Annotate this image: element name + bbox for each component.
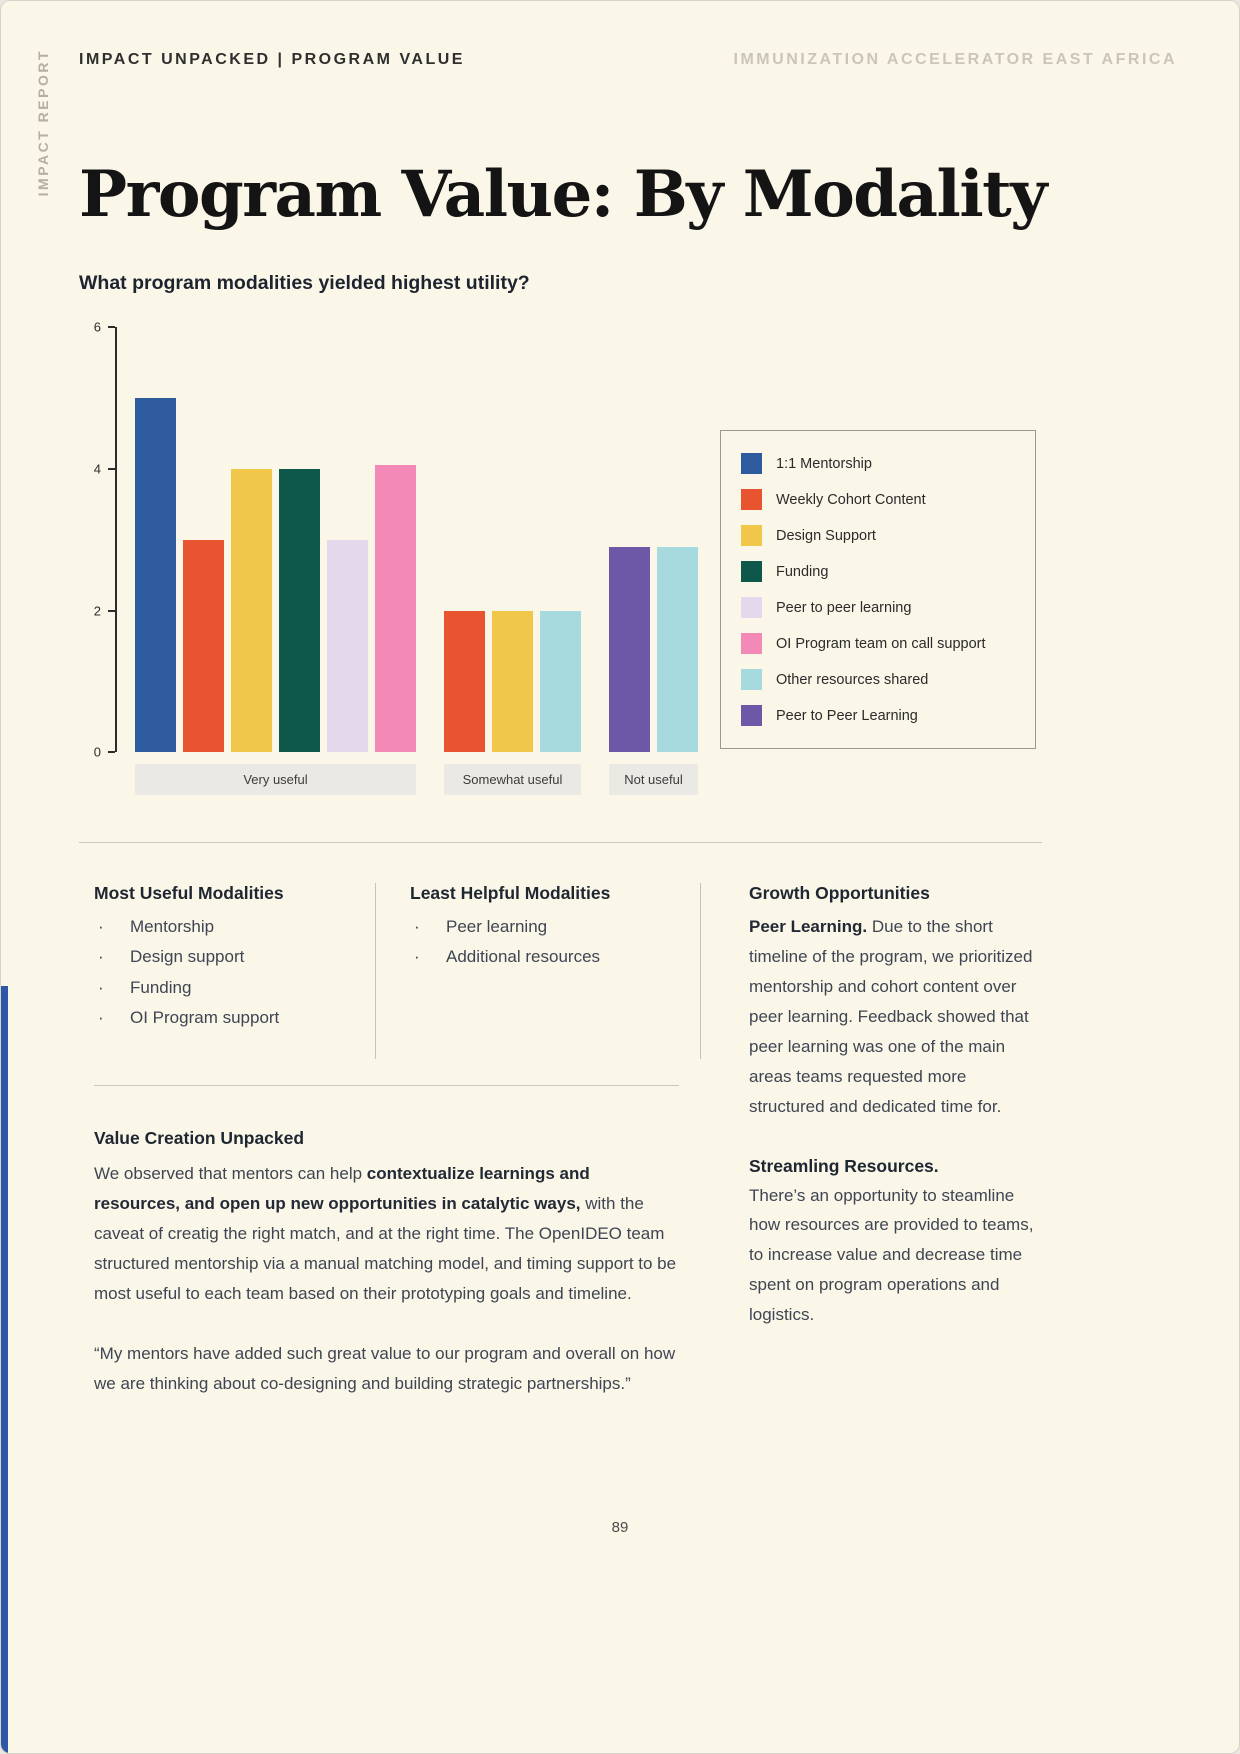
bar-other-resources-shared <box>657 547 698 752</box>
legend-swatch <box>741 561 762 582</box>
bar-other-resources-shared <box>540 611 581 753</box>
y-tick-mark <box>108 326 115 328</box>
most-useful-list <box>94 912 375 1033</box>
legend-item <box>741 489 1019 510</box>
legend-swatch <box>741 633 762 654</box>
value-creation-paragraph <box>94 1159 679 1309</box>
legend-swatch <box>741 453 762 474</box>
paragraph-bold-text: contextualize learnings and resources, and open up new opportunities in catalytic ways, <box>94 1164 590 1214</box>
mentor-quote: “My mentors have added such great value to our program and overall on how we are thinking about co-designing and building strategic partnerships.” <box>94 1343 676 1393</box>
chart-group-label: Very useful <box>135 764 416 795</box>
chart-group-label: Somewhat useful <box>444 764 581 795</box>
legend-item <box>741 633 1019 654</box>
list-item: · Design support <box>94 942 375 972</box>
legend-label: OI Program team on call support <box>776 635 986 652</box>
chart-group-label: Not useful <box>609 764 698 795</box>
y-tick-label: 6 <box>93 319 101 335</box>
most-useful-heading: Most Useful Modalities <box>94 883 284 904</box>
peer-learning-lead: Peer Learning. <box>749 917 868 937</box>
legend-item <box>741 525 1019 546</box>
legend-swatch <box>741 705 762 726</box>
chart-plot-wrap <box>79 319 698 788</box>
legend-label: Funding <box>776 563 829 580</box>
legend-label: Peer to peer learning <box>776 599 912 616</box>
chart-bars <box>135 327 416 752</box>
header-program-name: IMMUNIZATION ACCELERATOR EAST AFRICA <box>733 51 1177 68</box>
chart-question: What program modalities yielded highest utility? <box>79 272 530 295</box>
bar-peer-to-peer-learning <box>327 540 368 753</box>
peer-learning-paragraph <box>749 912 1041 1121</box>
chart-group <box>444 327 581 788</box>
chart-bars <box>444 327 581 752</box>
least-helpful-heading: Least Helpful Modalities <box>410 883 611 904</box>
chart-group <box>609 327 698 788</box>
horizontal-divider-small <box>94 1085 679 1086</box>
chart-plot <box>93 319 698 788</box>
legend-item <box>741 453 1019 474</box>
least-helpful-column <box>376 883 701 1059</box>
legend-label: Design Support <box>776 527 876 544</box>
y-tick-label: 2 <box>93 603 101 619</box>
chart-legend <box>720 430 1036 749</box>
y-tick-mark <box>108 751 115 753</box>
bar-weekly-cohort-content <box>183 540 224 753</box>
value-creation-heading: Value Creation Unpacked <box>94 1128 305 1149</box>
legend-swatch <box>741 669 762 690</box>
list-item: · Peer learning <box>410 912 700 942</box>
legend-label: 1:1 Mentorship <box>776 455 872 472</box>
bar-design-support <box>492 611 533 753</box>
legend-item <box>741 669 1019 690</box>
paragraph-text: Due to the short timeline of the program, we prioritized mentorship and cohort content over peer learning. Feedback showed that peer learning was one of the main areas teams requested more structured and dedicated time for. <box>749 917 1033 1116</box>
bar-design-support <box>231 469 272 752</box>
growth-heading: Growth Opportunities <box>749 883 930 904</box>
y-tick-label: 0 <box>93 744 101 760</box>
legend-label: Other resources shared <box>776 671 929 688</box>
legend-swatch <box>741 525 762 546</box>
list-item: · Mentorship <box>94 912 375 942</box>
y-tick-label: 4 <box>93 461 101 477</box>
legend-label: Peer to Peer Learning <box>776 707 918 724</box>
legend-item <box>741 597 1019 618</box>
most-useful-column <box>79 883 376 1059</box>
legend-item <box>741 705 1019 726</box>
page-number: 89 <box>611 1519 629 1536</box>
bar-funding <box>279 469 320 752</box>
horizontal-divider <box>79 842 1042 843</box>
chart-group <box>135 327 416 788</box>
streamlining-heading: Streamling Resources. <box>749 1155 939 1176</box>
y-tick-mark <box>108 468 115 470</box>
paragraph-text: We observed that mentors can help <box>94 1164 367 1184</box>
bar-peer-to-peer-learning <box>609 547 650 752</box>
list-item: · Additional resources <box>410 942 700 972</box>
left-accent-bar <box>1 986 8 1753</box>
bar-chart-section <box>79 319 1177 788</box>
streamlining-paragraph: There’s an opportunity to steamline how resources are provided to teams, to increase value and decrease time spent on program operations and logistics. <box>749 1185 1034 1325</box>
bar-1-1-mentorship <box>135 398 176 752</box>
value-creation-section <box>94 1128 679 1398</box>
page-title: Program Value: By Modality <box>79 157 1046 232</box>
growth-opportunities-column <box>749 883 1041 1398</box>
paragraph-text: with the caveat of creatig the right match, and at the right time. The OpenIDEO team structured mentorship via a manual matching model, and timing support to be most useful to each team based on their prototyping goals and timeline. <box>94 1194 677 1303</box>
left-column-area <box>79 883 701 1398</box>
chart-bars <box>609 327 698 752</box>
bar-weekly-cohort-content <box>444 611 485 753</box>
content-columns <box>79 883 1177 1398</box>
legend-swatch <box>741 597 762 618</box>
sidebar-vertical-label: IMPACT REPORT <box>35 49 51 197</box>
header-breadcrumb: IMPACT UNPACKED | PROGRAM VALUE <box>79 51 465 68</box>
bar-oi-program-team-on-call-support <box>375 465 416 752</box>
least-helpful-list <box>410 912 700 973</box>
legend-label: Weekly Cohort Content <box>776 491 926 508</box>
list-item: · Funding <box>94 973 375 1003</box>
page-header <box>79 1 1177 69</box>
legend-item <box>741 561 1019 582</box>
y-tick-mark <box>108 610 115 612</box>
modality-lists <box>79 883 701 1059</box>
legend-swatch <box>741 489 762 510</box>
list-item: · OI Program support <box>94 1003 375 1033</box>
